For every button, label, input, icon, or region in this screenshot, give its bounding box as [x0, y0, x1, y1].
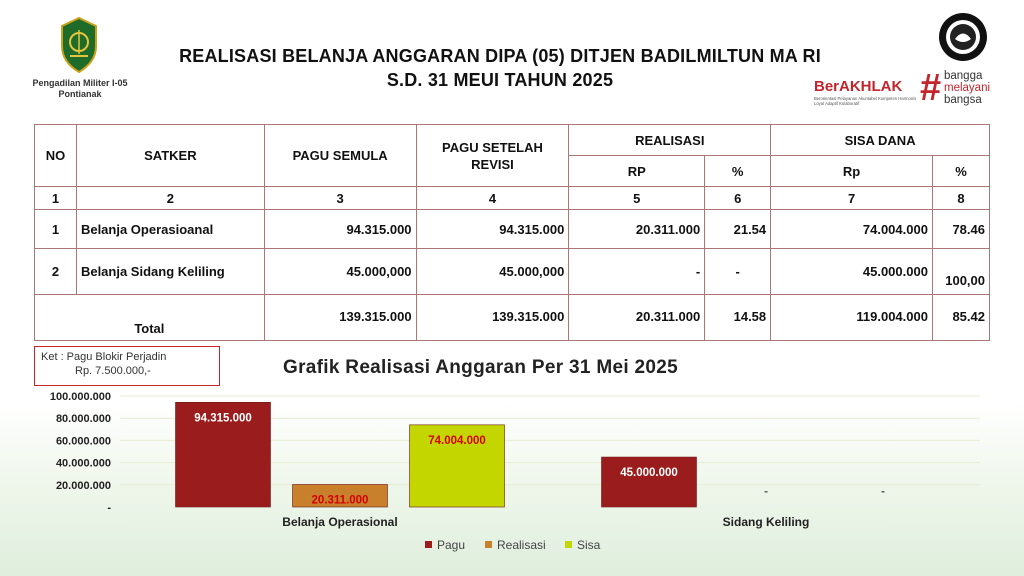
data-label: 45.000.000 — [620, 467, 678, 480]
cell-sisa-pct: 78.46 — [932, 210, 989, 249]
header-realisasi-rp: RP — [569, 156, 705, 187]
col-number: 1 — [35, 187, 77, 210]
x-category-label: Sidang Keliling — [722, 515, 810, 529]
cell-sisa-rp: 74.004.000 — [771, 210, 933, 249]
page-title-line1: REALISASI BELANJA ANGGARAN DIPA (05) DITJEN BADILMILTUN MA RI — [179, 46, 821, 66]
cell-pagu-revisi: 45.000,000 — [416, 249, 569, 295]
header-sisa-rp: Rp — [771, 156, 933, 187]
legend-label: Realisasi — [497, 538, 546, 552]
col-number: 7 — [771, 187, 933, 210]
hashtag-icon: # — [920, 67, 942, 109]
berakhlak-subtitle: Berorientasi Pelayanan Akuntabel Kompeten Harmonis Loyal Adaptif Kolaboratif — [814, 96, 917, 106]
y-tick-label: 60.000.000 — [55, 435, 111, 448]
page-title-line2: S.D. 31 MEUI TAHUN 2025 — [386, 70, 614, 90]
data-label: 74.004.000 — [428, 434, 486, 447]
cell-pagu-semula: 94.315.000 — [264, 210, 416, 249]
note-line2: Rp. 7.500.000,- — [75, 365, 151, 377]
data-label: 20.311.000 — [311, 494, 369, 507]
cell-no: 2 — [35, 249, 77, 295]
header-pagu-revisi: PAGU SETELAH REVISI — [416, 125, 569, 187]
cell-realisasi-pct: 21.54 — [705, 210, 771, 249]
col-number: 8 — [932, 187, 989, 210]
tagline-word1: bangga — [944, 70, 983, 82]
bar-pagu — [602, 457, 697, 507]
chart-title: Grafik Realisasi Anggaran Per 31 Mei 2025 — [283, 357, 678, 378]
cell-pagu-revisi: 94.315.000 — [416, 210, 569, 249]
cell-realisasi-pct: - — [705, 249, 771, 295]
data-label: - — [764, 486, 768, 498]
header-realisasi: REALISASI — [569, 125, 771, 156]
col-number: 6 — [705, 187, 771, 210]
total-pagu-semula: 139.315.000 — [264, 295, 416, 341]
cell-no: 1 — [35, 210, 77, 249]
berakhlak-brand: BerAKHLAK — [814, 78, 903, 95]
total-sisa-pct: 85.42 — [932, 295, 989, 341]
header-sisa-dana: SISA DANA — [771, 125, 990, 156]
legend-swatch — [425, 541, 432, 548]
legend-label: Pagu — [437, 538, 466, 552]
y-tick-label: 20.000.000 — [55, 479, 111, 492]
col-number: 2 — [76, 187, 264, 210]
data-label: 94.315.000 — [194, 412, 252, 425]
total-pagu-revisi: 139.315.000 — [416, 295, 569, 341]
x-category-label: Belanja Operasional — [282, 515, 398, 529]
total-realisasi-pct: 14.58 — [705, 295, 771, 341]
header-pagu-semula: PAGU SEMULA — [264, 125, 416, 187]
col-number: 3 — [264, 187, 416, 210]
total-realisasi-rp: 20.311.000 — [569, 295, 705, 341]
cell-pagu-semula: 45.000,000 — [264, 249, 416, 295]
header-satker: SATKER — [76, 125, 264, 187]
header-realisasi-pct: % — [705, 156, 771, 187]
header-sisa-pct: % — [932, 156, 989, 187]
cell-satker: Belanja Sidang Keliling — [76, 249, 264, 295]
header-no: NO — [35, 125, 77, 187]
court-name-line1: Pengadilan Militer I-05 — [32, 78, 128, 88]
cell-realisasi-rp: 20.311.000 — [569, 210, 705, 249]
cell-satker: Belanja Operasioanal — [76, 210, 264, 249]
total-label: Total — [35, 295, 265, 341]
cell-realisasi-rp: - — [569, 249, 705, 295]
cell-sisa-rp: 45.000.000 — [771, 249, 933, 295]
col-number: 5 — [569, 187, 705, 210]
col-number: 4 — [416, 187, 569, 210]
cell-sisa-pct: 100,00 — [932, 249, 989, 295]
note-line1: Ket : Pagu Blokir Perjadin — [41, 351, 167, 363]
legend-label: Sisa — [577, 538, 601, 552]
y-tick-label: 100.000.000 — [49, 391, 111, 403]
legend-swatch — [485, 541, 492, 548]
tagline-word3: bangsa — [944, 94, 982, 106]
y-tick-label: 40.000.000 — [55, 457, 111, 470]
y-tick-label: - — [107, 502, 111, 514]
court-name-line2: Pontianak — [58, 89, 102, 99]
legend-swatch — [565, 541, 572, 548]
tagline-word2: melayani — [944, 82, 991, 94]
y-tick-label: 80.000.000 — [55, 413, 111, 426]
data-label: - — [881, 486, 885, 498]
total-sisa-rp: 119.004.000 — [771, 295, 933, 341]
